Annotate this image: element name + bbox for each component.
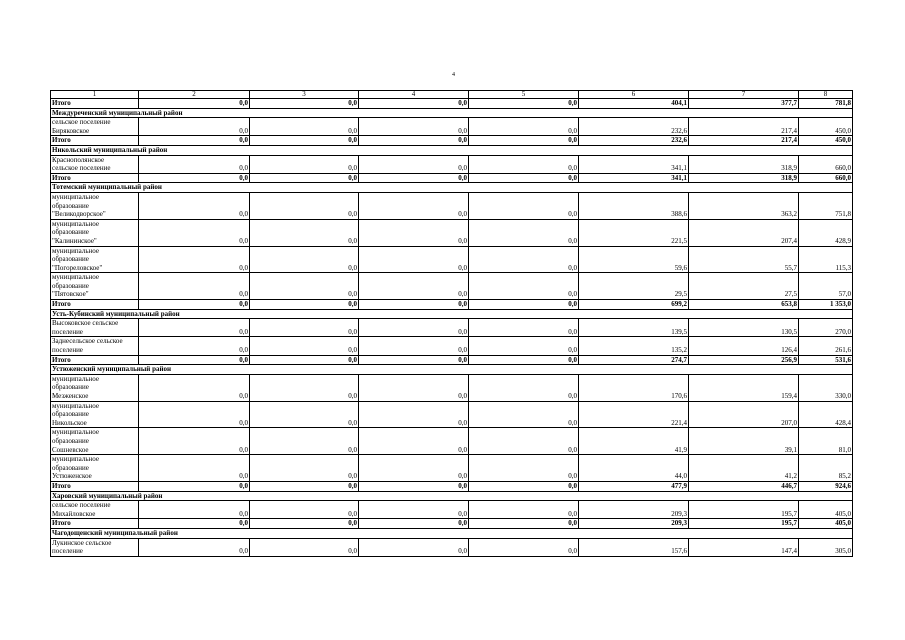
- total-row: [51, 519, 853, 529]
- value-cell: 0,0: [139, 428, 250, 455]
- value-cell: 0,0: [250, 319, 359, 337]
- value-cell: 428,4: [799, 401, 853, 428]
- value-cell: 0,0: [469, 155, 579, 173]
- value-cell: 0,0: [139, 155, 250, 173]
- value-cell: 0,0: [139, 401, 250, 428]
- value-cell: 305,0: [799, 538, 853, 556]
- table-row: [51, 455, 853, 482]
- value-cell: 0,0: [359, 501, 469, 519]
- value-cell: 0,0: [250, 300, 359, 310]
- value-cell: 221,4: [579, 401, 689, 428]
- value-cell: 256,9: [689, 355, 799, 365]
- column-header: 1: [51, 91, 139, 99]
- district-header-row: [51, 528, 853, 538]
- value-cell: 0,0: [139, 99, 250, 109]
- value-cell: 0,0: [469, 273, 579, 300]
- settlement-name-line: Высоковское сельское: [52, 319, 119, 328]
- value-cell: 446,7: [689, 481, 799, 491]
- value-cell: 0,0: [250, 455, 359, 482]
- value-cell: 450,0: [799, 118, 853, 136]
- value-cell: 0,0: [139, 246, 250, 273]
- column-header: 6: [579, 91, 689, 99]
- value-cell: 924,6: [799, 481, 853, 491]
- settlement-name: [51, 192, 139, 219]
- value-cell: 147,4: [689, 538, 799, 556]
- value-cell: 341,1: [579, 155, 689, 173]
- table-row: [51, 538, 853, 556]
- value-cell: 209,3: [579, 501, 689, 519]
- value-cell: 0,0: [250, 118, 359, 136]
- table-row: [51, 428, 853, 455]
- value-cell: 0,0: [139, 273, 250, 300]
- value-cell: 0,0: [250, 538, 359, 556]
- settlement-name-line: образование: [52, 281, 89, 290]
- value-cell: 0,0: [250, 273, 359, 300]
- table-row: [51, 155, 853, 173]
- district-header-row: [51, 365, 853, 375]
- settlement-name-line: сельское поселение: [52, 118, 111, 127]
- settlement-name-line: "Пятовское": [52, 290, 89, 299]
- value-cell: 0,0: [139, 300, 250, 310]
- total-row: [51, 173, 853, 183]
- value-cell: 0,0: [250, 428, 359, 455]
- district-name: Тотемский муниципальный район: [51, 183, 853, 193]
- value-cell: 135,2: [579, 337, 689, 355]
- settlement-name-line: Биряковское: [52, 126, 90, 135]
- value-cell: 0,0: [469, 481, 579, 491]
- value-cell: 0,0: [469, 401, 579, 428]
- value-cell: 0,0: [469, 337, 579, 355]
- value-cell: 232,6: [579, 118, 689, 136]
- settlement-name: [51, 337, 139, 355]
- district-name: Никольский муниципальный район: [51, 145, 853, 155]
- district-header-row: [51, 108, 853, 118]
- value-cell: 0,0: [250, 401, 359, 428]
- value-cell: 318,9: [689, 173, 799, 183]
- settlement-name-line: муниципальное: [52, 428, 99, 437]
- value-cell: 699,2: [579, 300, 689, 310]
- settlement-name-line: Михайловское: [52, 509, 96, 518]
- table-row: [51, 337, 853, 355]
- value-cell: 1 353,0: [799, 300, 853, 310]
- value-cell: 39,1: [689, 428, 799, 455]
- value-cell: 404,1: [579, 99, 689, 109]
- table-row: [51, 246, 853, 273]
- value-cell: 0,0: [139, 219, 250, 246]
- column-header: 4: [359, 91, 469, 99]
- settlement-name-line: муниципальное: [52, 219, 99, 228]
- total-label: Итого: [51, 481, 139, 491]
- column-header: 5: [469, 91, 579, 99]
- header-row: [51, 91, 853, 99]
- settlement-name: [51, 428, 139, 455]
- settlement-name-line: муниципальное: [52, 273, 99, 282]
- total-row: [51, 136, 853, 146]
- table-row: [51, 374, 853, 401]
- value-cell: 0,0: [469, 192, 579, 219]
- total-label: Итого: [51, 300, 139, 310]
- value-cell: 0,0: [250, 246, 359, 273]
- value-cell: 0,0: [469, 501, 579, 519]
- value-cell: 57,0: [799, 273, 853, 300]
- settlement-name-line: образование: [52, 255, 89, 264]
- value-cell: 0,0: [250, 501, 359, 519]
- value-cell: 0,0: [359, 455, 469, 482]
- value-cell: 0,0: [469, 136, 579, 146]
- value-cell: 0,0: [359, 401, 469, 428]
- value-cell: 207,4: [689, 219, 799, 246]
- settlement-name-line: Устюженское: [52, 472, 92, 481]
- table-row: [51, 219, 853, 246]
- value-cell: 221,5: [579, 219, 689, 246]
- settlement-name: [51, 538, 139, 556]
- value-cell: 0,0: [359, 155, 469, 173]
- settlement-name-line: "Калининское": [52, 236, 97, 245]
- settlement-name-line: Краснополянское: [52, 155, 105, 164]
- total-row: [51, 355, 853, 365]
- total-label: Итого: [51, 173, 139, 183]
- settlement-name: [51, 401, 139, 428]
- district-header-row: [51, 491, 853, 501]
- value-cell: 0,0: [469, 219, 579, 246]
- value-cell: 115,3: [799, 246, 853, 273]
- district-name: Харовский муниципальный район: [51, 491, 853, 501]
- value-cell: 157,6: [579, 538, 689, 556]
- table-body: [51, 99, 853, 557]
- value-cell: 170,6: [579, 374, 689, 401]
- value-cell: 0,0: [250, 136, 359, 146]
- value-cell: 0,0: [359, 319, 469, 337]
- settlement-name-line: муниципальное: [52, 401, 99, 410]
- settlement-name-line: сельское поселение: [52, 164, 111, 173]
- value-cell: 0,0: [469, 519, 579, 529]
- value-cell: 270,0: [799, 319, 853, 337]
- settlement-name-line: поселение: [52, 327, 83, 336]
- settlement-name-line: муниципальное: [52, 192, 99, 201]
- value-cell: 0,0: [359, 219, 469, 246]
- district-header-row: [51, 183, 853, 193]
- settlement-name: [51, 319, 139, 337]
- table-row: [51, 118, 853, 136]
- value-cell: 0,0: [469, 455, 579, 482]
- value-cell: 0,0: [359, 99, 469, 109]
- total-label: Итого: [51, 355, 139, 365]
- settlement-name-line: Заднесельское сельское: [52, 337, 123, 346]
- value-cell: 0,0: [359, 481, 469, 491]
- settlement-name-line: образование: [52, 383, 89, 392]
- settlement-name: [51, 155, 139, 173]
- value-cell: 0,0: [250, 374, 359, 401]
- value-cell: 0,0: [139, 455, 250, 482]
- value-cell: 139,5: [579, 319, 689, 337]
- value-cell: 660,0: [799, 173, 853, 183]
- table-row: [51, 273, 853, 300]
- settlement-name-line: образование: [52, 228, 89, 237]
- value-cell: 363,2: [689, 192, 799, 219]
- settlement-name: [51, 501, 139, 519]
- value-cell: 0,0: [359, 118, 469, 136]
- value-cell: 0,0: [139, 319, 250, 337]
- value-cell: 660,0: [799, 155, 853, 173]
- value-cell: 0,0: [359, 192, 469, 219]
- value-cell: 0,0: [139, 118, 250, 136]
- district-name: Устюженский муниципальный район: [51, 365, 853, 375]
- value-cell: 130,5: [689, 319, 799, 337]
- settlement-name-line: "Погореловское": [52, 263, 103, 272]
- value-cell: 0,0: [139, 337, 250, 355]
- settlement-name-line: сельское поселение: [52, 501, 111, 510]
- column-header: 2: [139, 91, 250, 99]
- value-cell: 751,8: [799, 192, 853, 219]
- value-cell: 0,0: [139, 501, 250, 519]
- settlement-name-line: муниципальное: [52, 246, 99, 255]
- column-header: 7: [689, 91, 799, 99]
- value-cell: 0,0: [250, 355, 359, 365]
- settlement-name-line: образование: [52, 463, 89, 472]
- value-cell: 217,4: [689, 136, 799, 146]
- settlement-name-line: Лукинское сельское: [52, 538, 112, 547]
- settlement-name-line: Никольское: [52, 418, 87, 427]
- value-cell: 0,0: [250, 192, 359, 219]
- settlement-name-line: образование: [52, 436, 89, 445]
- value-cell: 217,4: [689, 118, 799, 136]
- value-cell: 0,0: [250, 155, 359, 173]
- settlement-name-line: Мезженское: [52, 392, 89, 400]
- value-cell: 0,0: [139, 519, 250, 529]
- settlement-name-line: образование: [52, 410, 89, 419]
- value-cell: 195,7: [689, 501, 799, 519]
- value-cell: 405,0: [799, 519, 853, 529]
- value-cell: 330,0: [799, 374, 853, 401]
- value-cell: 0,0: [359, 246, 469, 273]
- value-cell: 0,0: [359, 355, 469, 365]
- total-label: Итого: [51, 99, 139, 109]
- value-cell: 781,8: [799, 99, 853, 109]
- table-row: [51, 319, 853, 337]
- table-row: [51, 501, 853, 519]
- value-cell: 0,0: [359, 300, 469, 310]
- value-cell: 0,0: [250, 173, 359, 183]
- district-name: Чагодощенский муниципальный район: [51, 528, 853, 538]
- total-label: Итого: [51, 136, 139, 146]
- value-cell: 29,5: [579, 273, 689, 300]
- value-cell: 0,0: [469, 300, 579, 310]
- value-cell: 531,6: [799, 355, 853, 365]
- value-cell: 0,0: [139, 481, 250, 491]
- value-cell: 341,1: [579, 173, 689, 183]
- value-cell: 59,6: [579, 246, 689, 273]
- value-cell: 261,6: [799, 337, 853, 355]
- value-cell: 0,0: [359, 273, 469, 300]
- page-number: 4: [452, 72, 455, 78]
- value-cell: 0,0: [469, 374, 579, 401]
- value-cell: 85,2: [799, 455, 853, 482]
- value-cell: 0,0: [139, 136, 250, 146]
- value-cell: 0,0: [250, 481, 359, 491]
- value-cell: 450,0: [799, 136, 853, 146]
- value-cell: 0,0: [359, 374, 469, 401]
- value-cell: 318,9: [689, 155, 799, 173]
- value-cell: 477,9: [579, 481, 689, 491]
- value-cell: 0,0: [359, 538, 469, 556]
- total-label: Итого: [51, 519, 139, 529]
- value-cell: 0,0: [250, 337, 359, 355]
- value-cell: 159,4: [689, 374, 799, 401]
- value-cell: 0,0: [139, 192, 250, 219]
- value-cell: 41,9: [579, 428, 689, 455]
- value-cell: 0,0: [469, 355, 579, 365]
- settlement-name-line: образование: [52, 201, 89, 210]
- settlement-name: [51, 273, 139, 300]
- value-cell: 209,3: [579, 519, 689, 529]
- value-cell: 0,0: [469, 428, 579, 455]
- value-cell: 55,7: [689, 246, 799, 273]
- value-cell: 388,6: [579, 192, 689, 219]
- settlement-name: [51, 219, 139, 246]
- column-header: 8: [799, 91, 853, 99]
- settlement-name: [51, 374, 139, 401]
- value-cell: 274,7: [579, 355, 689, 365]
- value-cell: 0,0: [469, 118, 579, 136]
- district-header-row: [51, 309, 853, 319]
- settlement-name-line: поселение: [52, 346, 83, 355]
- total-row: [51, 481, 853, 491]
- settlement-name-line: поселение: [52, 547, 83, 556]
- value-cell: 0,0: [250, 519, 359, 529]
- value-cell: 27,5: [689, 273, 799, 300]
- district-name: Усть-Кубинский муниципальный район: [51, 309, 853, 319]
- value-cell: 653,8: [689, 300, 799, 310]
- value-cell: 195,7: [689, 519, 799, 529]
- value-cell: 0,0: [139, 173, 250, 183]
- value-cell: 0,0: [469, 173, 579, 183]
- value-cell: 0,0: [359, 136, 469, 146]
- settlement-name: [51, 118, 139, 136]
- district-header-row: [51, 145, 853, 155]
- settlement-name: [51, 246, 139, 273]
- settlement-name-line: "Великодворское": [52, 210, 106, 219]
- settlement-name-line: Сошневское: [52, 445, 89, 454]
- value-cell: 0,0: [139, 374, 250, 401]
- value-cell: 0,0: [359, 428, 469, 455]
- value-cell: 0,0: [359, 337, 469, 355]
- value-cell: 81,0: [799, 428, 853, 455]
- value-cell: 0,0: [250, 99, 359, 109]
- settlement-name-line: муниципальное: [52, 455, 99, 464]
- budget-table: [50, 90, 853, 557]
- settlement-name: [51, 455, 139, 482]
- total-row: [51, 300, 853, 310]
- value-cell: 232,6: [579, 136, 689, 146]
- value-cell: 44,0: [579, 455, 689, 482]
- total-row: [51, 99, 853, 109]
- value-cell: 428,9: [799, 219, 853, 246]
- value-cell: 0,0: [469, 246, 579, 273]
- value-cell: 405,0: [799, 501, 853, 519]
- value-cell: 0,0: [139, 538, 250, 556]
- value-cell: 0,0: [469, 99, 579, 109]
- value-cell: 0,0: [139, 355, 250, 365]
- district-name: Междуреченский муниципальный район: [51, 108, 853, 118]
- value-cell: 0,0: [469, 538, 579, 556]
- value-cell: 207,0: [689, 401, 799, 428]
- table-row: [51, 401, 853, 428]
- value-cell: 0,0: [469, 319, 579, 337]
- column-header: 3: [250, 91, 359, 99]
- value-cell: 0,0: [359, 519, 469, 529]
- value-cell: 41,2: [689, 455, 799, 482]
- value-cell: 0,0: [250, 219, 359, 246]
- value-cell: 0,0: [359, 173, 469, 183]
- settlement-name-line: муниципальное: [52, 374, 99, 383]
- value-cell: 377,7: [689, 99, 799, 109]
- value-cell: 126,4: [689, 337, 799, 355]
- table-row: [51, 192, 853, 219]
